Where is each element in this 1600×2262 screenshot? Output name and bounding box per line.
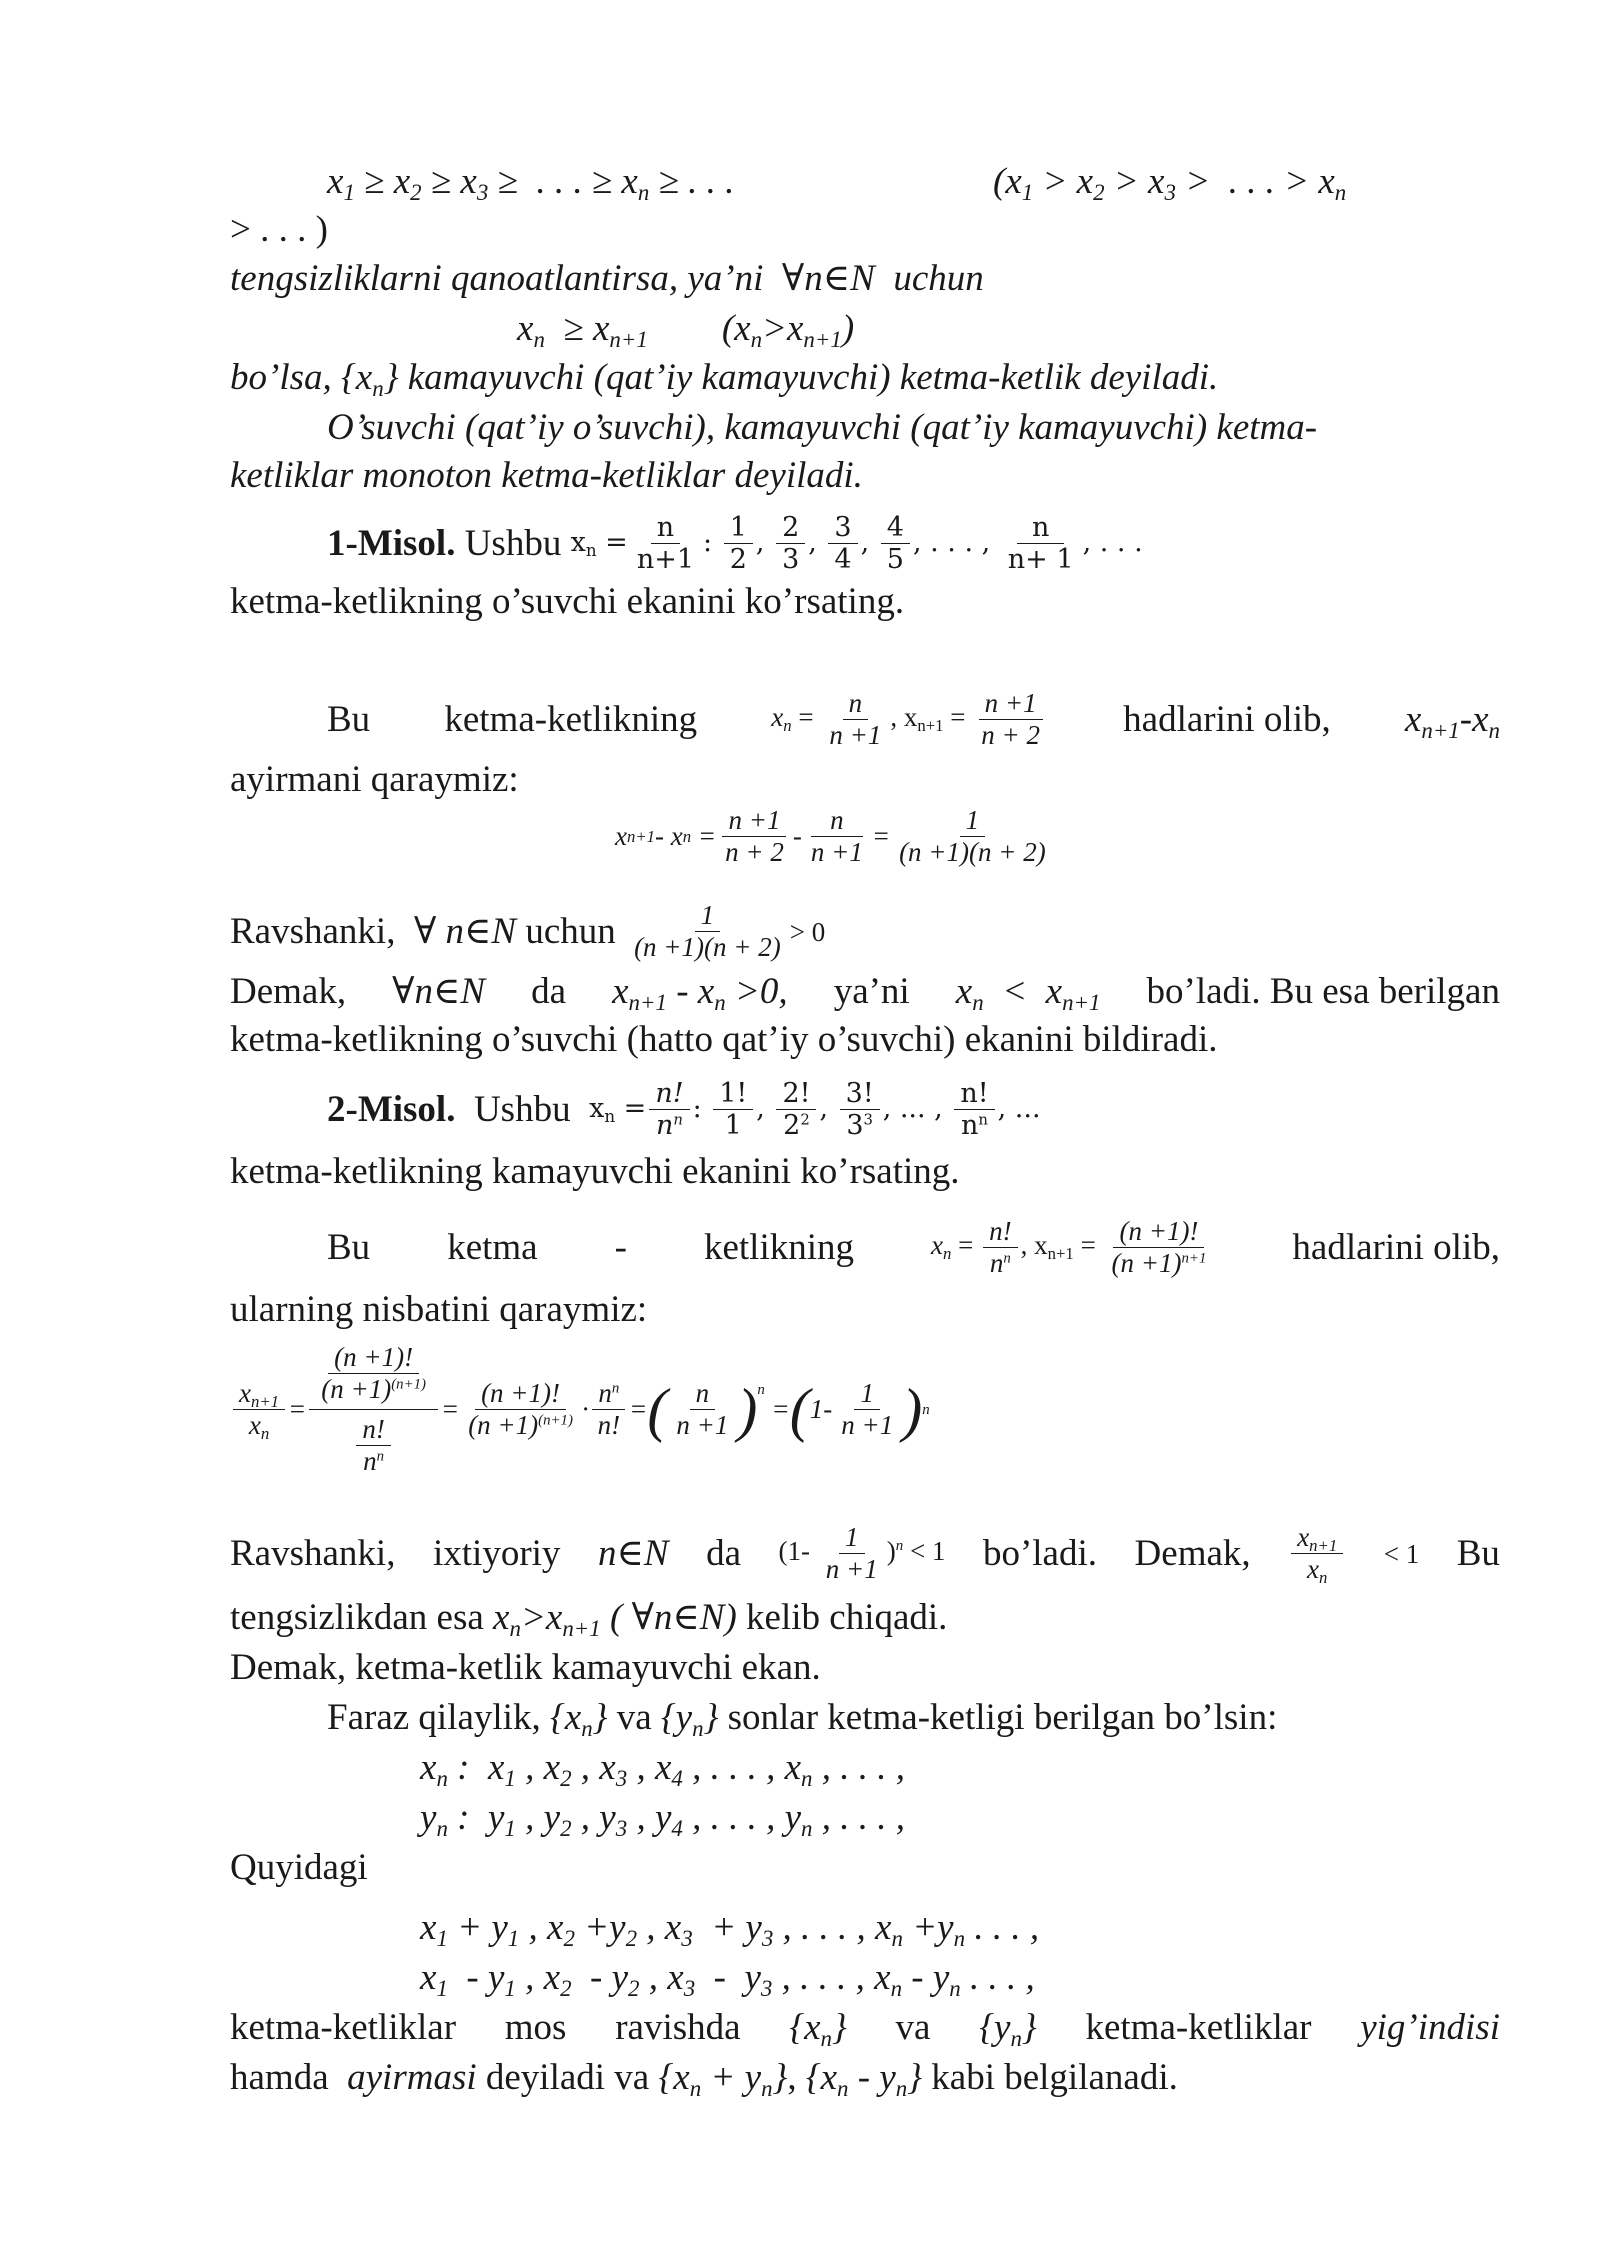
sequence-x: $x_n$ : $x_1$ , $x_2$ , $x_3$ , $x_4$ , . . . , $x_n$ , . . . ,: [420, 1747, 905, 1791]
text-line-24: Faraz qilaylik, $\{x_n\}$ va $\{y_n\}$ sonlar ketma-ketligi berilgan bo’lsin:: [327, 1697, 1278, 1741]
text-line-18: Bu ketma - ketlikning $x_n$ = $\frac{n!}{n^n}$ , $x_{n+1}$ = $\frac{(n +1)!}{(n +1)^{n+1}}$ hadlarini olib,: [327, 1216, 1500, 1279]
text-line-23: Demak, ketma-ketlik kamayuvchi ekan.: [230, 1647, 821, 1688]
example-2-label: 2-Misol.: [327, 1088, 456, 1130]
text-line-17: ketma-ketlikning kamayuvchi ekanini ko’rsating.: [230, 1151, 960, 1192]
text-line-3: tengsizliklarni qanoatlantirsa, ya’ni ∀n∈N uchun: [230, 258, 984, 299]
text-line-30: ketma-ketliklar mos ravishda $\{x_n\}$ va $\{y_n\}$ ketma-ketliklar yig’indisi: [230, 2007, 1500, 2051]
formula-difference: x n+1 - x n = n +1 n + 2 - n n +1 = 1 (n +1)(n + 2): [615, 805, 1046, 868]
text-line-5: bo’lsa, $\{x_n\}$ kamayuvchi (qat’iy kamayuvchi) ketma-ketlik deyiladi.: [230, 357, 1219, 401]
text-line-11: ayirmani qaraymiz:: [230, 759, 519, 800]
text-line-6: O’suvchi (qat’iy o’suvchi), kamayuvchi (qat’iy kamayuvchi) ketma-: [327, 407, 1318, 448]
text-line-21: Ravshanki, ixtiyoriy n∈N da (1- $\frac{1}{n +1}$ )$^n$ < 1 bo’ladi. Demak, $\frac{x_{n+1}}{x_n}$ < 1 Bu: [230, 1522, 1500, 1588]
text-line-14: Demak, ∀n∈N da $x_{n+1} - x_n >0$, ya’ni $x_n < x_{n+1}$ bo’ladi. Bu esa berilgan: [230, 971, 1500, 1015]
difference-sequence: $x_1 - y_1$ , $x_2 - y_2$ , $x_3 - y_3$ , . . . , $x_n - y_n$ . . . ,: [420, 1957, 1035, 2001]
formula-line-4: $x_n \ge x_{n+1}$ $(x_n>x_{n+1})$: [517, 308, 855, 352]
text-line-9: ketma-ketlikning o’suvchi ekanini ko’rsating.: [230, 581, 905, 622]
text-line-22: tengsizlikdan esa $x_n>x_{n+1}$ ( ∀n∈N) kelib chiqadi.: [230, 1597, 948, 1641]
text-line-19: ularning nisbatini qaraymiz:: [230, 1289, 648, 1330]
text-line-13: Ravshanki, ∀ n∈N uchun $\frac{1}{(n +1)(n + 2)}$ > 0: [230, 900, 826, 963]
text-line-7: ketliklar monoton ketma-ketliklar deyiladi.: [230, 455, 863, 496]
example-1-label: 1-Misol.: [327, 522, 456, 564]
inequality-line-1: $x_1 \ge x_2 \ge x_3$ ≥ . . . ≥ $x_n$ ≥ . . . ($x_1 > x_2 > x_3$ > . . . > $x_n$: [327, 161, 1347, 205]
text-line-10: Bu ketma-ketlikning $x_n$ = $\frac{n}{n +1}$ , $x_{n+1}$ = $\frac{n +1}{n + 2}$ hadlarini olib, $x_{n+1}-x_n$: [327, 688, 1500, 751]
text-line-31: hamda ayirmasi deyiladi va $\{x_n + y_n\}$, $\{x_n - y_n\}$ kabi belgilanadi.: [230, 2057, 1178, 2101]
inequality-line-2: > . . . ): [230, 209, 328, 250]
sum-sequence: $x_1 + y_1$ , $x_2 +y_2$ , $x_3 + y_3$ , . . . , $x_n +y_n$ . . . ,: [420, 1907, 1040, 1951]
example-2-heading: 2-Misol. Ushbu $x_n$ = $\frac{n!}{n^n}$ : $\frac{1!}{1}$ , $\frac{2!}{2^2}$ , $\frac{3!}{3^3}$ , ... , $\frac{n!}{n^n}$ , ...: [327, 1078, 1041, 1142]
text-line-27: Quyidagi: [230, 1847, 368, 1888]
example-1-heading: 1-Misol. Ushbu $x_n$ = $\frac{n}{n+1}$ : $\frac{1}{2}$ , $\frac{2}{3}$ , $\frac{3}{4}$ , $\frac{4}{5}$ , . . . , $\frac{n}{n+ 1}$ , . . .: [327, 512, 1143, 576]
formula-ratio: $x_{n+1}$ $x_n$ = $\frac{(n +1)!}{(n +1)^{(n+1)}}$ $\frac{n!}{n^n}$ = (n +1)! $(n +1)^{(n+1)}$ · $n^n$ n! = ( n n +1 ) n = ( 1- 1 n +1 ) n: [230, 1338, 930, 1481]
sequence-y: $y_n$ : $y_1$ , $y_2$ , $y_3$ , $y_4$ , . . . , $y_n$ , . . . ,: [420, 1797, 905, 1841]
text-line-15: ketma-ketlikning o’suvchi (hatto qat’iy o’suvchi) ekanini bildiradi.: [230, 1019, 1218, 1060]
